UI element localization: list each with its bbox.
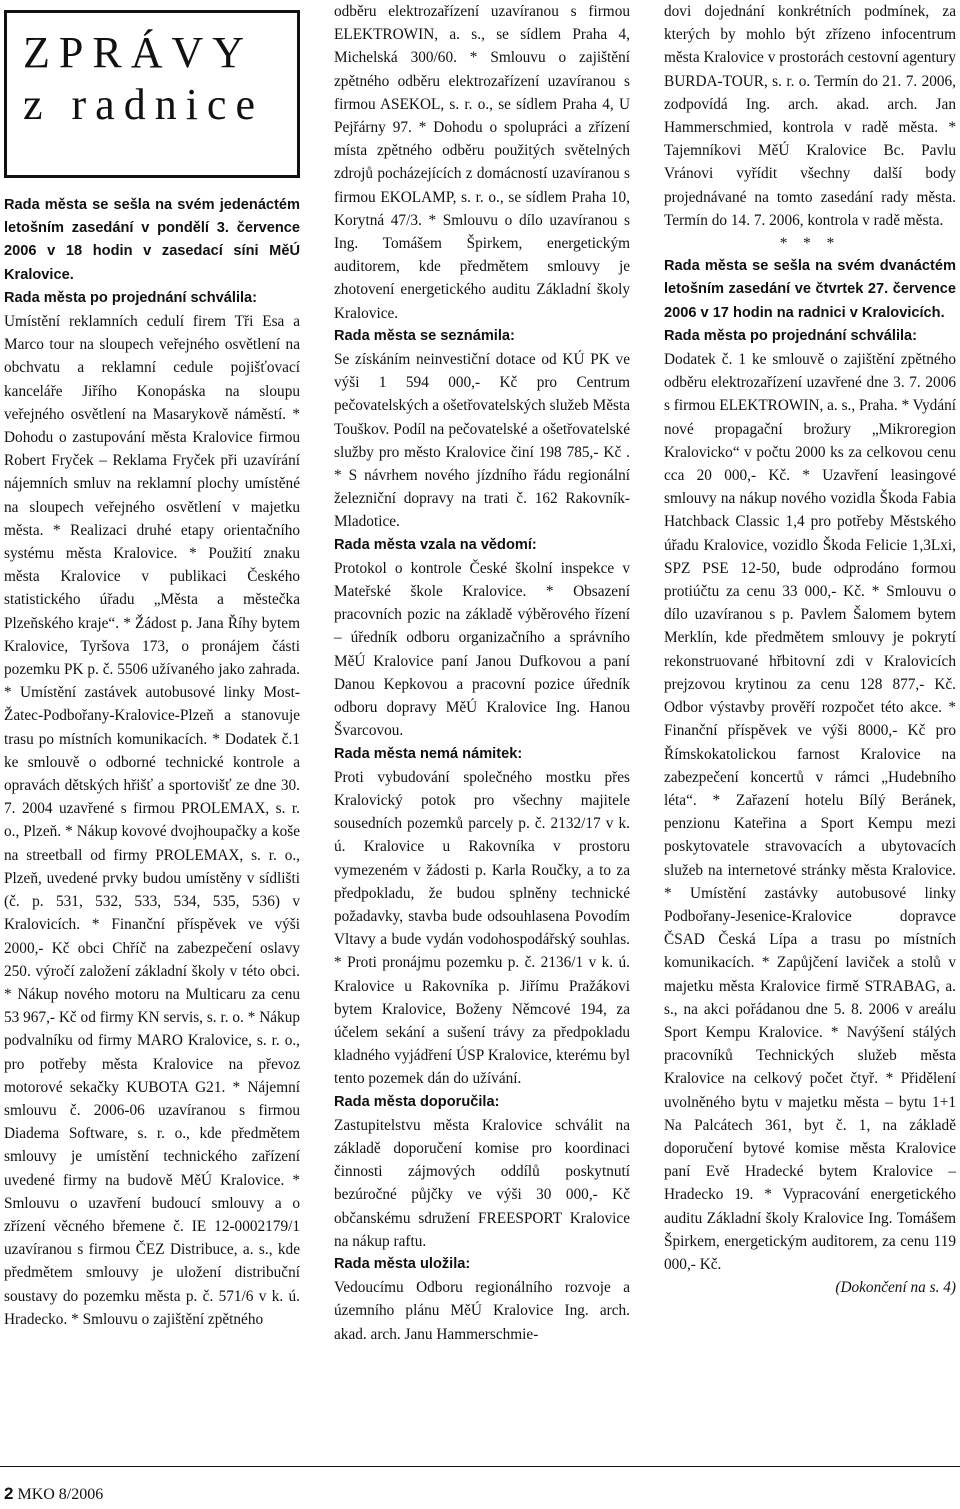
article-text: Protokol o kontrole České školní inspekce v Mateřské škole Kralovice. * Obsazení pracovních pozic na základě výběrového řízení – úředník odboru organizačního a správního MěÚ Kralovice paní Janou Dufkovou a paní Danou Kepkovou a pracovní pozice úředník odboru dopravy MěÚ Kralovice Ing. Hanou Švarcovou. [334,559,630,740]
article-text: Dodatek č. 1 ke smlouvě o zajištění zpětného odběru elektrozařízení uzavřené dne 3. 7. 2006 s firmou ELEKTROWIN, a. s., Praha. * Vydání nové propagační brožury „Mikroregion Kralovicko“ v počtu 2000 ks za celkovou cenu cca 20 000,- Kč. * Uzavření leasingové smlouvy na nákup nového vozidla Škoda Fabia Hatchback Classic 1,4 pro potřeby Městského úřadu Kralovice, vozidlo Škoda Felicie 1,3Lxi, SPZ PSE 12-50, bude odprodáno formou protiúčtu za cenu 33 000,- Kč. * Smlouvu o dílo uzavíranou s p. Pavlem Šalomem bytem Merklín, kde předmětem smlouvy je pokrytí rekonstruované hřbitovní zdi v Kralovicích prejzovou krytinou za cenu 128 877,- Kč. Odbor výstavby prověří rozpočet této akce. * Finanční příspěvek ve výši 8000,- Kč pro Římskokatolickou farnost Kralovice na zabezpečení koncertů v rámci „Hudebního léta“. * Zařazení hotelu Bílý Beránek, penzionu Kateřina a Sport Kempu mezi poskytovatele stravovacích a ubytovacích služeb na internetové stránky města Kralovice. * Umístění zastávky autobusové linky Podbořany-Jesenice-Kralovice dopravce ČSAD Česká Lípa a trasu po místních komunikacích. * Zapůjčení laviček a stolů v majetku města Kralovice firmě STRABAG, a. s., na akci pořádanou dne 5. 8. 2006 v areálu Sport Kempu Kralovice. * Navýšení stálých pracovníků Technických služeb města Kralovice na celkový počet čtyř. * Přidělení uvolněného bytu v majetku města – bytu 1+1 Na Palcátech 361, byt č. 1, na základě doporučení bytové komise města Kralovice paní Evě Hradecké bytem Kralovice – Hradecko 19. * Vypracování energetického auditu Základní školy Kralovice Ing. Tomášem Špirkem, energetickým auditorem, za cenu 119 000,- Kč. [664,351,957,1273]
masthead-box [4,10,300,178]
column-1 [4,0,300,1331]
column-3 [664,0,956,1299]
article-text: Proti vybudování společného mostku přes Kralovický potok pro všechny majitele sousedních pozemků parcely p. č. 2132/17 v k. ú. Kralovice u Rakovníka v prostoru vymezeném v žádosti p. Karla Roučky, a to za předpokladu, že budou splněny technické požadavky, stavba bude odsouhlasena Povodím Vltavy a bude vydán vodohospodářský souhlas. * Proti pronájmu pozemku p. č. 2136/1 v k. ú. Kralovice u Rakovníka p. Jiřímu Pražákovi bytem Kralovice, Boženy Němcové 194, za účelem sekání a sušení trávy za předpokladu kladného vyjádření ÚSP Kralovice, kterému byl tento pozemek dán do užívání. [334,768,630,1088]
section-heading-acquainted: Rada města se seznámila: [334,327,515,344]
meeting-intro: Rada města se sešla na svém jedenáctém letošním zasedání v pondělí 3. července 2006 v 18 hodin v zasedací síni MěÚ Kralovice. [4,197,300,283]
section-heading-assigned: Rada města uložila: [334,1255,471,1272]
page-footer [4,1484,103,1505]
section-heading-noted: Rada města vzala na vědomí: [334,536,537,553]
article-text: dovi dojednání konkrétních podmínek, za kterých by mohlo být zřízeno infocentrum města Kralovice v prostorách cestovní agentury BURDA-TOUR, s. r. o. Termín do 21. 7. 2006, zodpovídá Ing. arch. akad. arch. Jan Hammerschmied, kontrola v radě města. * Tajemníkovi MěÚ Kralovice Bc. Pavlu Vránovi vyřídit všechny další body projednávané na tomto zasedání rady města. Termín do 14. 7. 2006, kontrola v radě města. [664,3,956,229]
article-text: Zastupitelstvu města Kralovice schválit na základě doporučení komise pro koordinaci činnosti zájmových oddílů poskytnutí bezúročné půjčky ve výši 30 000,- Kč občanskému sdružení FREESPORT Kralovice na nákup raftu. [334,1116,630,1250]
section-heading-recommended: Rada města doporučila: [334,1093,500,1110]
section-heading-approved: Rada města po projednání schválila: [664,327,918,344]
article-text: odběru elektrozařízení uzavíranou s firmou ELEKTROWIN, a. s., se sídlem Praha 4, Michelská 300/60. * Smlouvu o zajištění zpětného odběru elektrozařízení uzavíranou s firmou ASEKOL, s. r. o., se sídlem Praha 4, U Pejřárny 97. * Dohodu o spolupráci a zřízení místa zpětného odběru použitých světelných zdrojů pocházejících z domácností uzavíranou s firmou EKOLAMP, s. r. o., se sídlem Praha 10, Korytná 47/3. * Smlouvu o dílo uzavíranou s Ing. Tomášem Špirkem, energetickým auditorem, kde předmětem smlouvy je zhotovení energetického auditu Základní školy Kralovice. [334,3,630,322]
article-text: Vedoucímu Odboru regionálního rozvoje a územního plánu MěÚ Kralovice Ing. arch. akad. arch. Janu Hammerschmie- [334,1279,630,1343]
masthead-title: ZPRÁVY [23,28,254,77]
continued-note: (Dokončení na s. 4) [835,1279,956,1297]
meeting-intro: Rada města se sešla na svém dvanáctém letošním zasedání ve čtvrtek 27. července 2006 v 17 hodin na radnici v Kralovicích. [664,258,956,321]
section-heading-approved: Rada města po projednání schválila: [4,289,258,306]
section-separator: * * * [779,235,841,253]
masthead-subtitle: z radnice [23,80,264,129]
article-text: Se získáním neinvestiční dotace od KÚ PK ve výši 1 594 000,- Kč pro Centrum pečovatelských a ošetřovatelských služeb Města Touškov. Podíl na pečovatelské a ošetřovatelské služby pro město Kralovice činí 198 785,- Kč . * S návrhem nového jízdního řádu regionální železniční dopravy na trati č. 162 Rakovník-Mladotice. [334,351,630,531]
page-number: 2 [4,1484,14,1503]
column-2 [334,0,630,1346]
article-text: Umístění reklamních cedulí firem Tři Esa a Marco tour na sloupech veřejného osvětlení na obchvatu a reklamní cedule pojišťovací kanceláře Jiřího Konopáska na sloupu veřejného osvětlení na Masarykově náměstí. * Dohodu o zastupování města Kralovice firmou Robert Fryček – Reklama Fryček při uzavírání nájemních smluv na reklamní plochy umístěné na sloupech veřejného osvětlení v majetku města. * Realizaci druhé etapy orientačního systému města Kralovice. * Použití znaku města Kralovice v publikaci Českého statistického úřadu „Města a městečka Plzeňského kraje“. * Žádost p. Jana Říhy bytem Kralovice, Tyršova 173, o pronájem části pozemku PK p. č. 5506 užívaného jako zahrada. * Umístění zastávek autobusové linky Most-Žatec-Podbořany-Kralovice-Plzeň a stanovuje trasu po místních komunikacích. * Dodatek č.1 ke smlouvě o odborné technické kontrole a opravách dětských hřišť a sportovišť ze dne 30. 7. 2004 uzavřené s firmou PROLEMAX, s. r. o., Plzeň. * Nákup kovové dvojhoupačky a koše na streetball od firmy PROLEMAX, s. r. o., Plzeň, uvedené prvky budou umístěny v sídlišti (č. p. 531, 532, 533, 534, 535, 536) v Kralovicích. * Finanční příspěvek ve výši 2000,- Kč obci Chříč na zabezpečení oslavy 250. výročí založení základní školy v této obci. * Nákup nového motoru na Multicaru za cenu 53 967,- Kč od firmy KN servis, s. r. o. * Nákup podvalníku od firmy MARO Kralovice, s. r. o., pro potřeby města Kralovice na převoz motorové sekačky KUBOTA G21. * Nájemní smlouvu č. 2006-06 uzavíranou s firmou Diadema Software, s. r. o., kde předmětem smlouvy je umístění technického zařízení uvedené firmy na budově MěÚ Kralovice. * Smlouvu o uzavření budoucí smlouvy a o zřízení věcného břemene č. IE 12-0002179/1 uzavíranou s firmou ČEZ Distribuce, a. s., kde předmětem smlouvy je uložení distribuční soustavy do pozemku města p. č. 571/6 v k. ú. Hradecko. * Smlouvu o zajištění zpětného [4,313,300,1328]
section-heading-no-objection: Rada města nemá námitek: [334,745,523,762]
publication-issue: MKO 8/2006 [17,1486,104,1503]
footer-rule [0,1466,960,1467]
